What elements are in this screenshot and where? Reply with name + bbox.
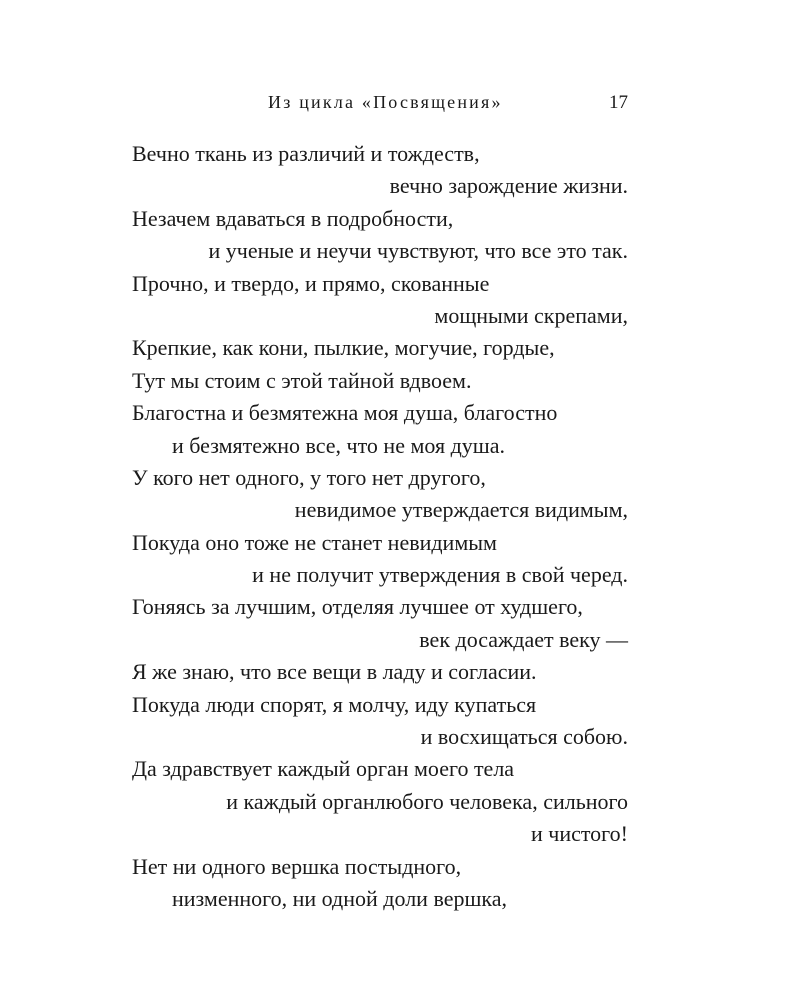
- running-title: Из цикла «Посвящения»: [268, 92, 503, 112]
- poem-line: и ученые и неучи чувствуют, что все это так.: [208, 238, 628, 264]
- poem-line: Благостна и безмятежна моя душа, благостно: [132, 400, 558, 426]
- poem-line: век досаждает веку —: [419, 626, 628, 652]
- poem-line: Я же знаю, что все вещи в ладу и согласии.: [132, 659, 537, 685]
- poem-line: и чистого!: [530, 821, 628, 847]
- poem-line: Гоняясь за лучшим, отделяя лучшее от худшего,: [132, 594, 583, 620]
- poem-line: и каждый органлюбого человека, сильного: [226, 788, 628, 814]
- poem-line: Покуда люди спорят, я молчу, иду купаться: [132, 691, 537, 717]
- poem-line: Прочно, и твердо, и прямо, скованные: [132, 270, 490, 296]
- poem-line: невидимое утверждается видимым,: [294, 497, 628, 523]
- poem-line: низменного, ни одной доли вершка,: [172, 885, 508, 911]
- poem-line: и не получит утверждения в свой черед.: [252, 562, 628, 588]
- poem-line: и восхищаться собою.: [420, 724, 628, 750]
- poem-line: Крепкие, как кони, пылкие, могучие, гордые,: [132, 335, 555, 361]
- poem-line: Покуда оно тоже не станет невидимым: [132, 529, 497, 555]
- poem-line: и безмятежно все, что не моя душа.: [172, 432, 505, 458]
- poem-line: Тут мы стоим с этой тайной вдвоем.: [132, 367, 472, 393]
- poem-text: [132, 138, 628, 915]
- poem-line: вечно зарождение жизни.: [389, 173, 628, 199]
- poem-line: Нет ни одного вершка постыдного,: [132, 853, 462, 879]
- poem-line: мощными скрепами,: [434, 302, 628, 328]
- poem-line: У кого нет одного, у того нет другого,: [132, 464, 486, 490]
- poem-line: Незачем вдаваться в подробности,: [132, 205, 454, 231]
- poem-line: Вечно ткань из различий и тождеств,: [132, 141, 480, 166]
- poem-line: Да здравствует каждый орган моего тела: [132, 756, 515, 782]
- page-number: 17: [609, 92, 628, 113]
